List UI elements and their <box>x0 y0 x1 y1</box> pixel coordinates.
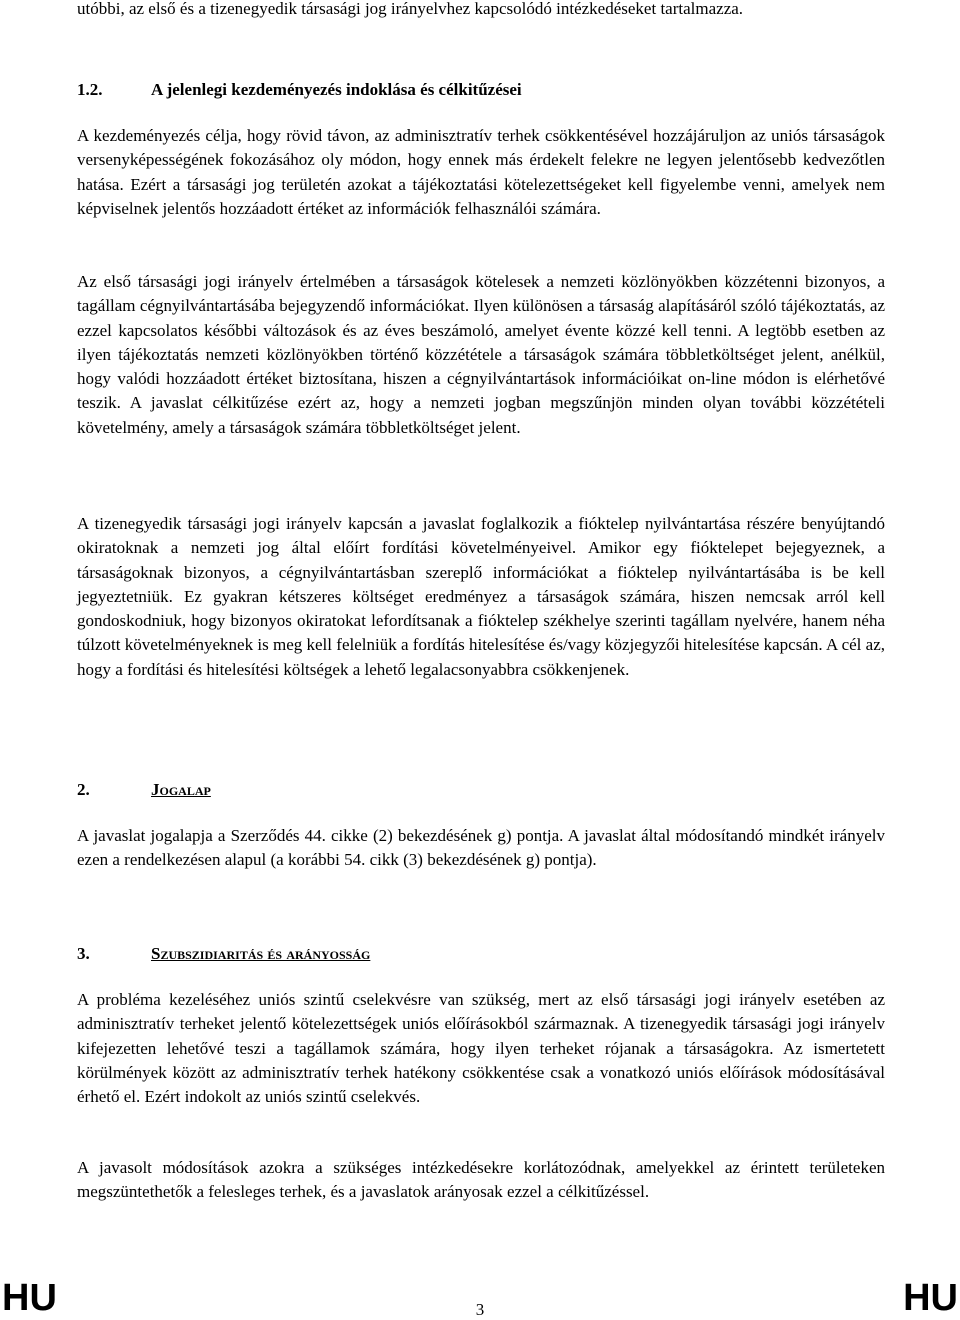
section-3-paragraph-1: A probléma kezeléséhez uniós szintű cselekvésre van szükség, mert az első társasági jogi irányelv esetében az adminisztratív terheket jelentő kötelezettségek uniós előírásokból származnak. A tizenegyedik társasági jogi irányelv kifejezetten lehetővé teszi a tagállamok számára, hogy ilyen terheket rójanak a társaságokra. Az ismertetett körülmények között az adminisztratív terhek hatékony csökkentése csak a vonatkozó uniós előírások módosításával érhető el. Ezért indokolt az uniós szintű cselekvés. <box>77 990 885 1107</box>
section-2-paragraph: A javaslat jogalapja a Szerződés 44. cikke (2) bekezdésének g) pontja. A javaslat által módosítandó mindkét irányelv ezen a rendelkezésen alapul (a korábbi 54. cikk (3) bekezdésének g) pontja). <box>77 826 885 870</box>
section-1-2-title: A jelenlegi kezdeményezés indoklása és célkitűzései <box>151 80 522 99</box>
section-1-2-paragraph-2: Az első társasági jogi irányelv értelmében a társaságok kötelesek a nemzeti közlönyökben közzétenni bizonyos, a tagállam cégnyilvántartásába bejegyzendő információkat. Ilyen különösen a társaság alapításáról szóló tájékoztatás, az ezzel kapcsolatos későbbi változások és az éves beszámoló, amelyet évente közzé kell tenni. A legtöbb esetben az ilyen tájékoztatás nemzeti közlönyökben történő közzététele a társaságok számára többletköltséget jelent, anélkül, hogy valódi hozzáadott értéket biztosítana, hiszen a cégnyilvántartások információikat on-line módon is elérhetővé teszik. A javaslat célkitűzése ezért az, hogy a nemzeti jogban megszűnjön minden olyan további közzétételi követelmény, amely a társaságok számára többletköltséget jelent. <box>77 272 885 437</box>
section-2-title: Jogalap <box>151 780 211 799</box>
intro-paragraph: utóbbi, az első és a tizenegyedik társasági jog irányelvhez kapcsolódó intézkedéseket tartalmazza. <box>77 0 744 18</box>
section-2-number: 2. <box>77 780 90 799</box>
section-3-title: Szubszidiaritás és arányosság <box>151 944 371 963</box>
page-number: 3 <box>475 1300 485 1319</box>
section-1-2-number: 1.2. <box>77 80 103 99</box>
footer-language-right: HU <box>903 1277 958 1319</box>
section-3-paragraph-2: A javasolt módosítások azokra a szükséges intézkedésekre korlátozódnak, amelyekkel az érintett területeken megszüntethetők a felesleges terhek, és a javaslatok arányosak ezzel a célkitűzéssel. <box>77 1158 885 1202</box>
section-3-number: 3. <box>77 944 90 963</box>
section-1-2-paragraph-1: A kezdeményezés célja, hogy rövid távon, az adminisztratív terhek csökkentésével hozzájáruljon az uniós társaságok versenyképességének fokozásához oly módon, hogy ennek más érdekelt felekre ne legyen jelentősebb kedvezőtlen hatása. Ezért a társasági jog területén azokat a tájékoztatási kötelezettségeket kell figyelembe venni, amelyek nem képviselnek jelentős hozzáadott értéket az információk felhasználói számára. <box>77 126 885 218</box>
section-1-2-paragraph-3: A tizenegyedik társasági jogi irányelv kapcsán a javaslat foglalkozik a fióktelep nyilvántartása részére benyújtandó okiratoknak a nemzeti jog által előírt fordítási követelményeivel. Amikor egy fióktelepet bejegyeznek, a társaságoknak bizonyos, a cégnyilvántartásban szereplő információkat a fióktelep nyilvántartásába is be kell jegyeztetniük. Ez gyakran kétszeres költséget eredményez a társaságok számára, hiszen nemcsak arról kell gondoskodniuk, hogy bizonyos okiratokat lefordítsanak a fióktelep székhelye szerinti tagállam nyelvére, hanem néha túlzott követelményeknek is meg kell felelniük a fordítás hitelesítése és/vagy közjegyzői hitelesítése kapcsán. A cél az, hogy a fordítási és hitelesítési költségek a lehető legalacsonyabbra csökkenjenek. <box>77 514 885 679</box>
footer-language-left: HU <box>2 1277 57 1319</box>
